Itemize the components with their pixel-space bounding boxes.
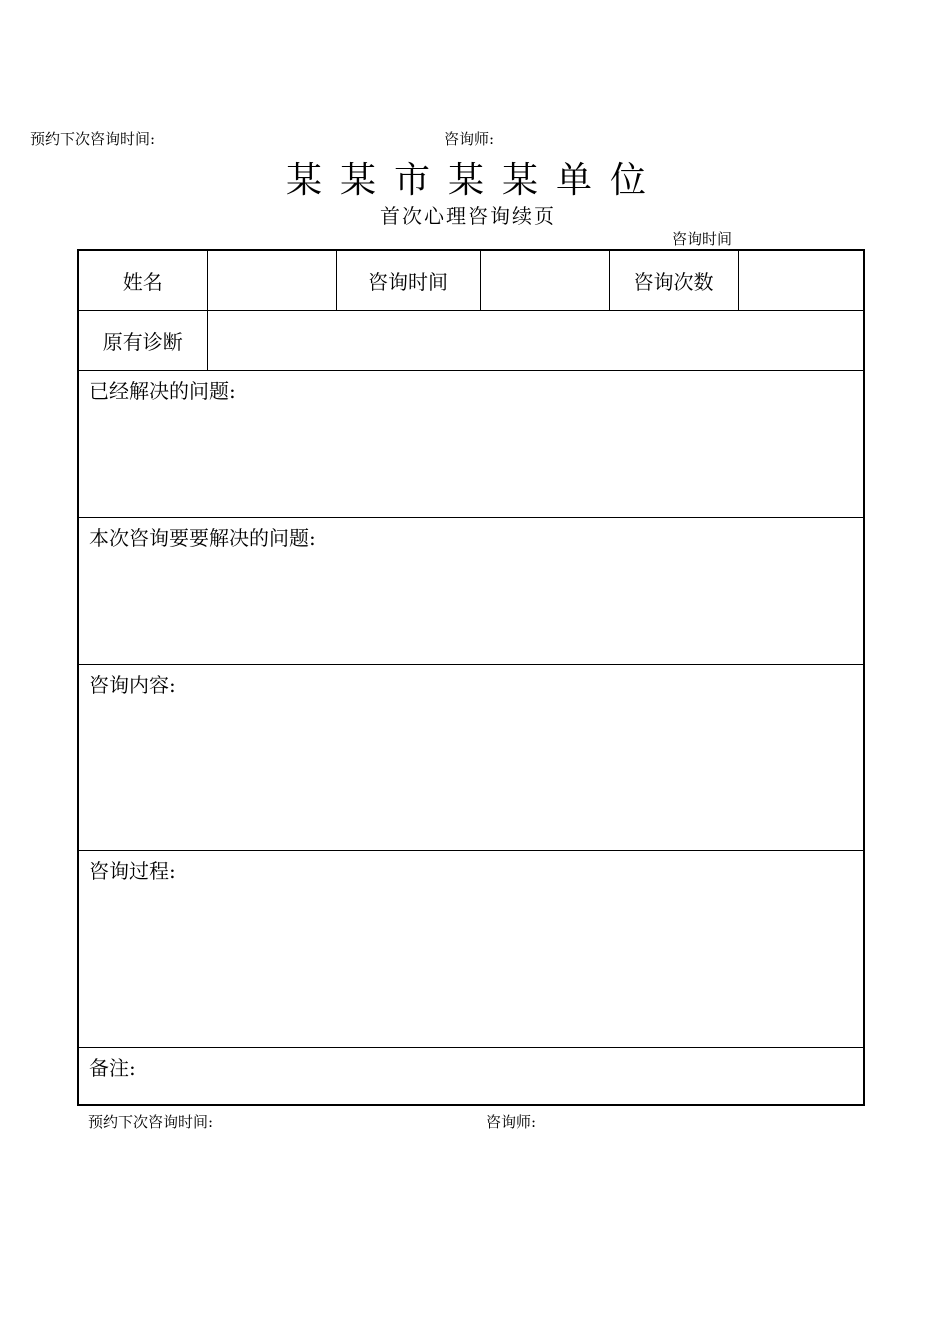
remarks-label: 备注: [89,1055,136,1080]
consult-content-label: 咨询内容: [89,672,176,697]
consult-time-label: 咨询时间 [336,250,480,310]
remarks-section[interactable] [78,1047,864,1105]
diagnosis-value-cell[interactable] [207,310,864,370]
page-title: 某某市某某单位 [285,160,664,201]
footer-counselor-label: 咨询师: [486,1113,537,1131]
header-counselor-label: 咨询师: [444,130,495,148]
form-row-diagnosis [78,310,864,370]
consult-count-value-cell[interactable] [738,250,864,310]
name-value-cell[interactable] [207,250,336,310]
form-row-solved-problems [78,370,864,517]
form-row-consult-content [78,664,864,850]
solved-problems-section[interactable] [78,370,864,517]
form-row-remarks [78,1047,864,1105]
form-row-basic-info [78,250,864,310]
solved-problems-label: 已经解决的问题: [89,378,236,403]
consult-count-label: 咨询次数 [609,250,738,310]
form-row-problems-to-solve [78,517,864,664]
consult-content-section[interactable] [78,664,864,850]
consultation-form-table [77,249,865,1106]
name-label: 姓名 [78,250,207,310]
footer-next-appointment-label: 预约下次咨询时间: [88,1113,214,1131]
consult-process-section[interactable] [78,850,864,1047]
consult-time-note: 咨询时间 [672,230,733,248]
consult-time-value-cell[interactable] [480,250,609,310]
page-subtitle: 首次心理咨询续页 [380,204,556,228]
form-row-consult-process [78,850,864,1047]
consult-process-label: 咨询过程: [89,858,176,883]
problems-to-solve-section[interactable] [78,517,864,664]
header-next-appointment-label: 预约下次咨询时间: [30,130,156,148]
problems-to-solve-label: 本次咨询要要解决的问题: [89,525,316,550]
diagnosis-label: 原有诊断 [78,310,207,370]
